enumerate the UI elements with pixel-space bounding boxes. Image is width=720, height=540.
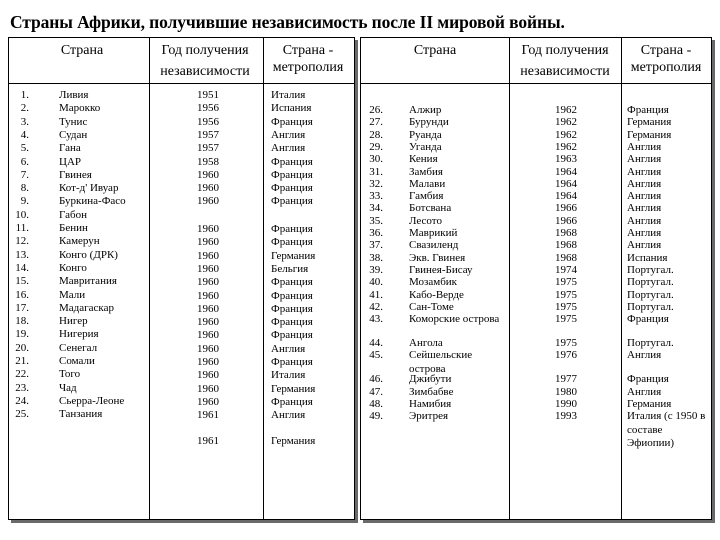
country-cell: Намибия <box>409 398 452 410</box>
country-cell: Нигерия <box>59 328 99 341</box>
row-number: 40. <box>369 276 383 289</box>
metropolis-cell: Англия <box>627 239 662 252</box>
metropolis-cell: Англия <box>271 142 306 155</box>
metropolis-cell: Франция <box>271 155 313 168</box>
metropolis-cell: Франция <box>271 236 313 249</box>
country-cell: Мозамбик <box>409 276 458 289</box>
country-cell: Судан <box>59 128 88 141</box>
country-cell: Марокко <box>59 102 101 115</box>
year-cell: 1968 <box>555 227 577 239</box>
left-table-panel <box>8 37 355 520</box>
country-cell: Кабо-Верде <box>409 288 464 301</box>
metropolis-cell: Германия <box>627 116 672 129</box>
metropolis-cell: Англия <box>627 227 662 239</box>
row-number: 8. <box>20 182 29 195</box>
year-cell: 1960 <box>197 382 219 395</box>
year-cell: 1960 <box>197 316 219 329</box>
row-number: 33. <box>369 190 383 203</box>
year-cell: 1968 <box>555 239 577 252</box>
row-number: 27. <box>369 116 383 129</box>
year-cell: 1976 <box>555 349 577 362</box>
country-cell: Гвинея-Бисау <box>409 263 473 276</box>
metropolis-cell: Англия <box>627 385 662 398</box>
row-number: 13. <box>15 248 29 261</box>
country-cell: Танзания <box>59 408 103 421</box>
country-cell: Замбия <box>409 165 443 178</box>
country-cell: Коморские острова <box>409 313 500 326</box>
metropolis-cell: Италия <box>271 89 306 101</box>
year-cell: 1993 <box>555 410 577 423</box>
metropolis-cell: Португал. <box>627 288 674 301</box>
metropolis-cell: Германия <box>627 128 672 141</box>
country-cell: Того <box>59 368 81 381</box>
country-cell: Мавритания <box>59 275 117 288</box>
metropolis-cell: Германия <box>271 382 316 395</box>
country-cell: Тунис <box>59 115 88 128</box>
row-number: 25. <box>15 408 29 421</box>
year-cell: 1960 <box>197 342 219 355</box>
country-cell: Уганда <box>409 140 442 153</box>
column-divider <box>509 38 510 519</box>
metropolis-cell: Франция <box>271 289 313 302</box>
metropolis-cell: Англия <box>627 214 662 227</box>
year-cell: 1977 <box>555 373 577 386</box>
country-cell: Камерун <box>59 235 100 248</box>
row-number: 29. <box>369 140 383 153</box>
year-cell: 1961 <box>197 435 219 447</box>
row-number: 6. <box>20 155 29 168</box>
year-cell: 1958 <box>197 155 219 168</box>
year-cell: 1975 <box>555 313 577 326</box>
row-number: 17. <box>15 301 29 314</box>
metropolis-cell: Португал. <box>627 337 674 350</box>
row-number: 4. <box>20 128 29 141</box>
header-metro-right-line2: метрополия <box>630 60 702 75</box>
country-cell: ЦАР <box>59 155 82 168</box>
country-cell: Сейшельские острова <box>409 349 473 375</box>
metropolis-cell: Англия <box>627 153 662 166</box>
year-cell: 1990 <box>555 398 577 410</box>
year-cell: 1964 <box>555 190 577 203</box>
country-cell: Экв. Гвинея <box>409 251 466 264</box>
metropolis-cell: Италия (с 1950 в составе Эфиопии) <box>627 410 706 449</box>
metropolis-cell: Португал. <box>627 300 674 313</box>
right-table-panel <box>360 37 712 520</box>
year-cell: 1956 <box>197 115 219 128</box>
row-number: 21. <box>15 355 29 367</box>
row-number: 11. <box>15 222 29 234</box>
row-number: 47. <box>369 385 383 398</box>
row-number: 49. <box>369 410 383 423</box>
header-country-right: Страна <box>413 43 457 58</box>
metropolis-cell: Бельгия <box>271 262 309 275</box>
row-number: 32. <box>369 177 383 190</box>
metropolis-cell: Франция <box>271 182 313 195</box>
header-year-left-line1: Год получения <box>161 43 249 58</box>
row-number: 46. <box>369 373 383 386</box>
country-cell: Сан-Томе <box>409 300 454 313</box>
row-number: 18. <box>15 315 29 328</box>
metropolis-cell: Испания <box>627 251 668 264</box>
page-title: Страны Африки, получившие независимость после II мировой войны. <box>10 12 565 32</box>
row-number: 2. <box>20 102 29 115</box>
country-cell: Свазиленд <box>409 239 459 252</box>
metropolis-cell: Франция <box>271 115 313 128</box>
year-cell: 1975 <box>555 276 577 289</box>
metropolis-cell: Англия <box>627 140 662 153</box>
year-cell: 1960 <box>197 276 219 289</box>
year-cell: 1961 <box>197 409 219 422</box>
row-number: 48. <box>369 398 383 410</box>
year-cell: 1974 <box>555 263 577 276</box>
country-cell: Гвинея <box>59 168 92 181</box>
year-cell: 1960 <box>197 236 219 249</box>
year-cell: 1975 <box>555 288 577 301</box>
year-cell: 1960 <box>197 249 219 262</box>
row-number: 3. <box>20 115 29 128</box>
year-cell: 1960 <box>197 369 219 382</box>
row-number: 34. <box>369 202 383 215</box>
header-metro-left-line2: метрополия <box>272 60 344 75</box>
metropolis-cell: Англия <box>627 190 662 203</box>
country-cell: Ливия <box>59 89 89 101</box>
row-number: 12. <box>15 235 29 248</box>
year-cell: 1960 <box>197 262 219 275</box>
row-number: 28. <box>369 128 383 141</box>
metropolis-cell: Франция <box>271 223 313 235</box>
country-cell: Гамбия <box>409 190 444 203</box>
country-cell: Сенегал <box>59 341 98 354</box>
row-number: 15. <box>15 275 29 288</box>
metropolis-cell: Англия <box>627 349 662 362</box>
header-year-left-line2: независимости <box>160 64 250 79</box>
metropolis-cell: Франция <box>627 313 669 326</box>
metropolis-cell: Англия <box>627 165 662 178</box>
year-cell: 1960 <box>197 356 219 368</box>
row-number: 44. <box>369 337 383 350</box>
year-cell: 1960 <box>197 329 219 342</box>
column-divider <box>263 38 264 519</box>
country-cell: Зимбабве <box>409 385 454 398</box>
country-cell: Малави <box>409 177 446 190</box>
row-number: 22. <box>15 368 29 381</box>
row-number: 24. <box>15 394 29 407</box>
header-divider <box>361 83 711 84</box>
country-cell: Мали <box>59 288 86 301</box>
year-cell: 1962 <box>555 140 577 153</box>
year-cell: 1960 <box>197 168 219 181</box>
year-cell: 1968 <box>555 251 577 264</box>
row-number: 5. <box>20 142 29 155</box>
metropolis-cell: Франция <box>271 356 313 368</box>
country-cell: Бенин <box>59 222 88 234</box>
header-year-right-line1: Год получения <box>521 43 609 58</box>
year-cell: 1960 <box>197 289 219 302</box>
metropolis-cell: Германия <box>271 249 316 262</box>
column-divider <box>149 38 150 519</box>
country-cell: Конго <box>59 261 87 274</box>
country-cell: Мадагаскар <box>59 301 114 314</box>
row-number: 30. <box>369 153 383 166</box>
country-cell: Гана <box>59 142 81 155</box>
metropolis-cell: Португал. <box>627 263 674 276</box>
country-cell: Маврикий <box>409 227 458 239</box>
metropolis-cell: Англия <box>271 409 306 422</box>
header-metro-right-line1: Страна - <box>640 43 692 58</box>
country-cell: Нигер <box>59 315 88 328</box>
row-number: 26. <box>369 104 383 116</box>
metropolis-cell: Португал. <box>627 276 674 289</box>
year-cell: 1960 <box>197 302 219 315</box>
metropolis-cell: Англия <box>627 202 662 215</box>
row-number: 42. <box>369 300 383 313</box>
country-cell: Джибути <box>409 373 452 386</box>
row-number: 23. <box>15 381 29 394</box>
header-divider <box>9 83 354 84</box>
year-cell: 1962 <box>555 104 577 116</box>
country-cell: Конго (ДРК) <box>59 248 118 261</box>
year-cell: 1951 <box>197 89 219 101</box>
year-cell: 1960 <box>197 223 219 235</box>
year-cell: 1962 <box>555 116 577 129</box>
row-number: 1. <box>20 89 29 101</box>
row-number: 20. <box>15 341 29 354</box>
header-country-left: Страна <box>60 43 104 58</box>
metropolis-cell: Франция <box>627 373 669 386</box>
year-cell: 1963 <box>555 153 577 166</box>
metropolis-cell: Германия <box>271 435 316 447</box>
metropolis-cell: Франция <box>271 195 313 208</box>
row-number: 14. <box>15 261 29 274</box>
metropolis-cell: Англия <box>271 128 306 141</box>
year-cell: 1957 <box>197 142 219 155</box>
column-divider <box>621 38 622 519</box>
country-cell: Габон <box>59 208 87 221</box>
year-cell: 1975 <box>555 300 577 313</box>
header-year-right-line2: независимости <box>520 64 610 79</box>
metropolis-cell: Франция <box>271 395 313 408</box>
year-cell: 1960 <box>197 395 219 408</box>
country-cell: Кот-д' Ивуар <box>59 182 119 195</box>
country-cell: Сомали <box>59 355 95 367</box>
metropolis-cell: Германия <box>627 398 672 410</box>
metropolis-cell: Франция <box>271 316 313 329</box>
row-number: 19. <box>15 328 29 341</box>
row-number: 10. <box>15 208 29 221</box>
year-cell: 1962 <box>555 128 577 141</box>
metropolis-cell: Англия <box>627 177 662 190</box>
row-number: 31. <box>369 165 383 178</box>
year-cell: 1966 <box>555 202 577 215</box>
metropolis-cell: Испания <box>271 102 312 115</box>
year-cell: 1964 <box>555 165 577 178</box>
row-number: 41. <box>369 288 383 301</box>
year-cell: 1964 <box>555 177 577 190</box>
metropolis-cell: Франция <box>627 104 669 116</box>
metropolis-cell: Франция <box>271 302 313 315</box>
metropolis-cell: Франция <box>271 329 313 342</box>
row-number: 39. <box>369 263 383 276</box>
year-cell: 1956 <box>197 102 219 115</box>
row-number: 43. <box>369 313 383 326</box>
country-cell: Эритрея <box>409 410 449 423</box>
country-cell: Ангола <box>409 337 443 350</box>
row-number: 16. <box>15 288 29 301</box>
metropolis-cell: Франция <box>271 276 313 289</box>
row-number: 35. <box>369 214 383 227</box>
year-cell: 1980 <box>555 385 577 398</box>
header-metro-left-line1: Страна - <box>282 43 334 58</box>
row-number: 38. <box>369 251 383 264</box>
country-cell: Руанда <box>409 128 442 141</box>
country-cell: Алжир <box>409 104 442 116</box>
year-cell: 1966 <box>555 214 577 227</box>
country-cell: Кения <box>409 153 438 166</box>
metropolis-cell: Италия <box>271 369 306 382</box>
country-cell: Чад <box>59 381 77 394</box>
row-number: 7. <box>20 168 29 181</box>
row-number: 45. <box>369 349 383 362</box>
year-cell: 1957 <box>197 128 219 141</box>
country-cell: Бурунди <box>409 116 449 129</box>
row-number: 37. <box>369 239 383 252</box>
metropolis-cell: Англия <box>271 342 306 355</box>
row-number: 9. <box>20 195 29 208</box>
country-cell: Лесото <box>409 214 442 227</box>
country-cell: Ботсвана <box>409 202 452 215</box>
row-number: 36. <box>369 227 383 239</box>
year-cell: 1960 <box>197 182 219 195</box>
metropolis-cell: Франция <box>271 168 313 181</box>
country-cell: Буркина-Фасо <box>59 195 126 208</box>
year-cell: 1960 <box>197 195 219 208</box>
year-cell: 1975 <box>555 337 577 350</box>
country-cell: Сьерра-Леоне <box>59 394 125 407</box>
